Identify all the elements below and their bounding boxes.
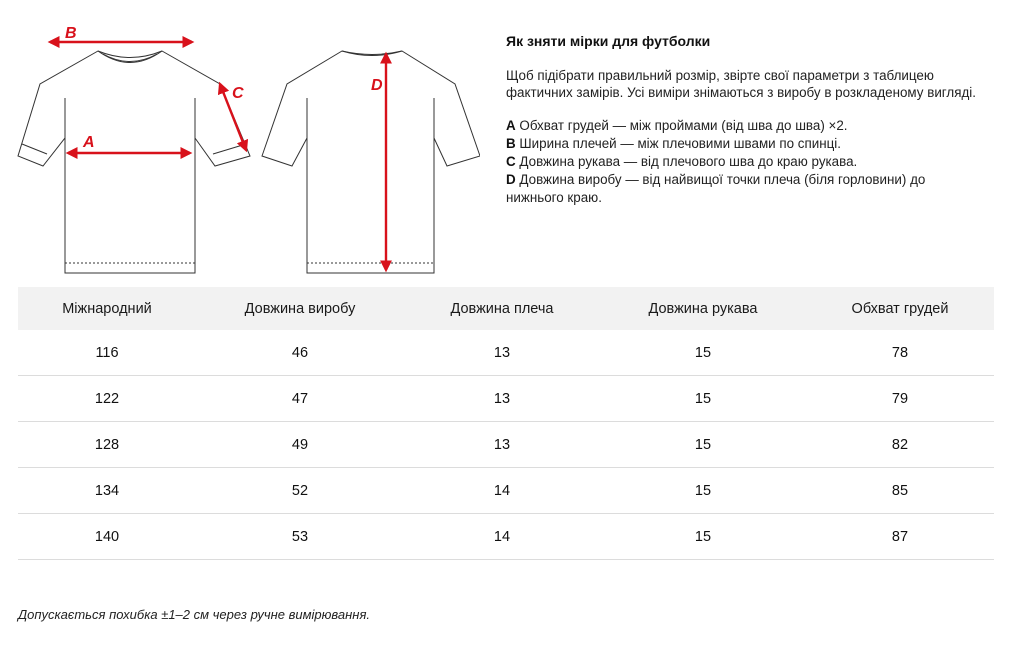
table-cell: 82 [806, 422, 994, 468]
legend-text: Обхват грудей — між проймами (від шва до шва) ×2. [519, 118, 848, 133]
table-cell: 15 [600, 422, 806, 468]
measurement-guide [506, 33, 986, 207]
legend-item-d [506, 171, 986, 207]
table-cell: 53 [196, 514, 404, 560]
label-c: C [232, 85, 244, 102]
table-cell: 79 [806, 376, 994, 422]
table-cell: 49 [196, 422, 404, 468]
table-cell: 15 [600, 514, 806, 560]
table-cell: 140 [18, 514, 196, 560]
measurement-diagram [10, 14, 480, 284]
table-cell: 13 [404, 422, 600, 468]
table-row [18, 468, 994, 514]
legend-text: Довжина рукава — від плечового шва до краю рукава. [519, 154, 858, 169]
column-header-chest: Обхват грудей [806, 287, 994, 330]
table-cell: 15 [600, 376, 806, 422]
measurement-legend [506, 117, 986, 207]
tolerance-note: Допускається похибка ±1–2 см через ручне вимірювання. [18, 607, 371, 622]
column-header-length: Довжина виробу [196, 287, 404, 330]
legend-item-c [506, 153, 986, 171]
table-row [18, 330, 994, 376]
legend-text: Довжина виробу — від найвищої точки плеча (біля горловини) до нижнього краю. [506, 172, 926, 205]
legend-letter: B [506, 136, 516, 151]
column-header-international: Міжнародний [18, 287, 196, 330]
size-table [18, 287, 994, 560]
table-cell: 46 [196, 330, 404, 376]
column-header-shoulder: Довжина плеча [404, 287, 600, 330]
column-header-sleeve: Довжина рукава [600, 287, 806, 330]
table-cell: 52 [196, 468, 404, 514]
table-cell: 85 [806, 468, 994, 514]
table-cell: 13 [404, 330, 600, 376]
table-cell: 134 [18, 468, 196, 514]
table-row [18, 376, 994, 422]
legend-letter: D [506, 172, 516, 187]
tshirt-front [18, 51, 250, 273]
table-cell: 116 [18, 330, 196, 376]
guide-title: Як зняти мірки для футболки [506, 33, 711, 49]
table-cell: 14 [404, 514, 600, 560]
table-row [18, 514, 994, 560]
legend-letter: A [506, 118, 516, 133]
legend-text: Ширина плечей — між плечовими швами по спинці. [519, 136, 841, 151]
table-cell: 47 [196, 376, 404, 422]
table-header-row [18, 287, 994, 330]
table-row [18, 422, 994, 468]
label-a: A [83, 134, 95, 151]
table-cell: 128 [18, 422, 196, 468]
label-d: D [371, 77, 383, 94]
guide-intro: Щоб підібрати правильний розмір, звірте свої параметри з таблицею фактичних замірів. Усі виміри знімаються з виробу в розкладеному вигляді. [506, 68, 976, 100]
table-cell: 14 [404, 468, 600, 514]
table-cell: 78 [806, 330, 994, 376]
tshirt-diagrams [10, 14, 480, 284]
legend-item-a [506, 117, 986, 135]
legend-letter: C [506, 154, 516, 169]
table-cell: 122 [18, 376, 196, 422]
table-cell: 15 [600, 468, 806, 514]
table-cell: 87 [806, 514, 994, 560]
label-b: B [65, 25, 77, 42]
table-cell: 15 [600, 330, 806, 376]
legend-item-b [506, 135, 986, 153]
table-cell: 13 [404, 376, 600, 422]
